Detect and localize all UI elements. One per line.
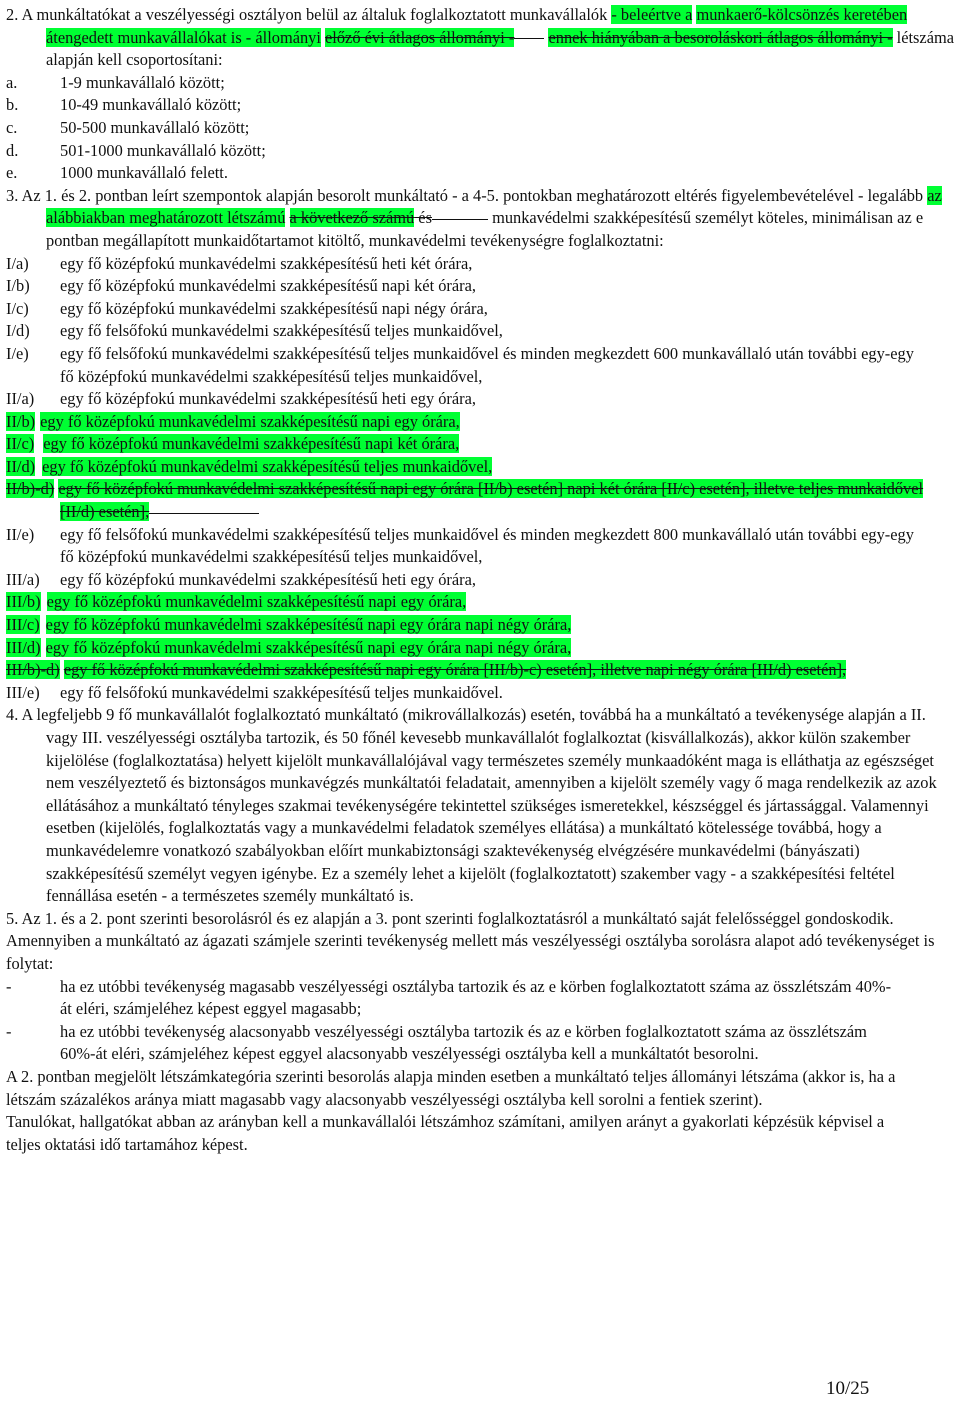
staffing-text: egy fő középfokú munkavédelmi szakképesítésű napi négy órára, bbox=[60, 298, 488, 318]
staffing-row bbox=[6, 388, 960, 411]
list-label: e. bbox=[6, 163, 18, 183]
staffing-group-3 bbox=[6, 569, 960, 705]
item-3-paragraph bbox=[6, 185, 960, 253]
staffing-label: III/e) bbox=[6, 682, 40, 702]
staffing-text: egy fő felsőfokú munkavédelmi szakképesítésű teljes munkaidővel és minden megkezdett 600 munkavállaló után további egy-egy fő középfokú munkavédelmi szakképesítésű teljes munkaidővel, bbox=[60, 343, 914, 386]
staffing-label: II/e) bbox=[6, 524, 35, 544]
dash-list bbox=[6, 976, 960, 1066]
staffing-row-deleted bbox=[6, 659, 960, 682]
list-item bbox=[6, 162, 960, 185]
item-2-paragraph bbox=[6, 4, 960, 72]
staffing-text: egy fő középfokú munkavédelmi szakképesítésű napi egy órára, bbox=[46, 592, 467, 612]
staffing-row-highlighted bbox=[6, 614, 960, 637]
staffing-label: I/c) bbox=[6, 298, 29, 318]
staffing-label: II/b)-d) bbox=[6, 479, 55, 499]
staffing-text: egy fő középfokú munkavédelmi szakképesítésű heti egy órára, bbox=[60, 569, 476, 589]
list-label: d. bbox=[6, 140, 19, 160]
staffing-text: egy fő középfokú munkavédelmi szakképesítésű heti egy órára, bbox=[60, 389, 476, 409]
list-item bbox=[6, 72, 960, 95]
staffing-label: III/b) bbox=[6, 592, 41, 612]
staffing-row bbox=[6, 682, 960, 705]
list-item bbox=[6, 140, 960, 163]
staffing-row bbox=[6, 298, 960, 321]
other-activity-paragraph: Amennyiben a munkáltató az ágazati számjele szerinti tevékenység mellett más veszélyességi osztályba sorolásra alapot adó tevékenységet is folytat: bbox=[6, 931, 935, 973]
staffing-text: egy fő középfokú munkavédelmi szakképesítésű napi egy órára [II/b) esetén] napi két órára [II/c) esetén], illetve teljes munkaidővel [II/d) esetén], bbox=[58, 479, 924, 522]
staffing-label: III/b)-d) bbox=[6, 660, 60, 680]
dash-marker: - bbox=[6, 976, 12, 996]
staffing-text: egy fő középfokú munkavédelmi szakképesítésű napi két órára, bbox=[43, 434, 460, 454]
staffing-row bbox=[6, 275, 960, 298]
staffing-text: egy fő középfokú munkavédelmi szakképesítésű teljes munkaidővel, bbox=[42, 456, 493, 476]
staffing-label: III/d) bbox=[6, 637, 41, 657]
item-3-deleted-tail: és bbox=[414, 208, 432, 228]
item-2-deleted-2: ennek hiányában a besoroláskori átlagos állományi - bbox=[548, 27, 893, 47]
list-item bbox=[6, 1021, 960, 1066]
staffing-text: egy fő középfokú munkavédelmi szakképesítésű heti két órára, bbox=[60, 253, 473, 273]
staffing-row-highlighted bbox=[6, 456, 960, 479]
item-4-paragraph: 4. A legfeljebb 9 fő munkavállalót foglalkoztató munkáltató (mikrovállalkozás) esetén, továbbá ha a munkáltató a tevékenysége alapján a II. vagy III. veszélyességi osztályba tartozik, és 50 főnél kevesebb munkavállalót foglalkoztat (kisvállalkozás), akkor külön szakember kijelölése (foglalkoztatása) helyett kijelölt munkavállalójával vagy természetes személy munkaadóként maga is elláthatja az egészséget nem veszélyeztető és biztonságos munkavégzés munkáltatói feladatait, amennyiben a kijelölt személy vagy ő maga rendelkezik az azok ellátásához a munkáltató tényleges szakmai tevékenységére tekintettel szükséges ismeretekkel, készséggel és jártassággal. Valamennyi esetben (kijelölés, foglalkoztatás vagy a munkavédelmi feladatok személyes ellátása) a munkáltató kötelessége továbbá, hogy a munkavédelemre vonatkozó szabályokban előírt munkabiztonsági szaktevékenység elvégzésére munkavédelmi (bányászati) szakképesítésű személyt vegyen igénybe. Ez a személy lehet a kijelölt (foglalkoztatott) szakember vagy - a szakképesítési feltétel fennállása esetén - a természetes személy munkáltató is. bbox=[6, 705, 937, 906]
staffing-row bbox=[6, 343, 960, 388]
size-list bbox=[6, 72, 960, 185]
item-2-text-end: létszáma alapján kell csoportosítani: bbox=[46, 27, 955, 70]
staffing-row-highlighted bbox=[6, 591, 960, 614]
list-text: 1000 munkavállaló felett. bbox=[60, 163, 228, 183]
staffing-row bbox=[6, 253, 960, 276]
list-text: ha ez utóbbi tevékenység alacsonyabb veszélyességi osztályba tartozik és az e körben foglalkoztatott száma az összlétszám 60%-át eléri, számjeléhez képest eggyel alacsonyabb veszélyességi osztályba kell a munkáltatót besorolni. bbox=[60, 1021, 867, 1064]
staffing-label: I/b) bbox=[6, 276, 30, 296]
item-2-insert-1: - beleértve a bbox=[611, 5, 693, 24]
staffing-row-deleted bbox=[6, 478, 960, 523]
item-3-text: 3. Az 1. és 2. pontban leírt szempontok alapján besorolt munkáltató - a 4-5. pontokban meghatározott eltérés figyelembevételével - legalább bbox=[6, 185, 928, 205]
staffing-text: egy fő középfokú munkavédelmi szakképesítésű napi egy órára, bbox=[40, 411, 460, 431]
staffing-row-highlighted bbox=[6, 433, 960, 456]
staffing-text: egy fő középfokú munkavédelmi szakképesítésű napi egy órára napi négy órára, bbox=[45, 637, 572, 657]
staffing-label: I/e) bbox=[6, 343, 29, 363]
list-label: c. bbox=[6, 117, 18, 137]
staffing-label: I/a) bbox=[6, 253, 29, 273]
list-text: 50-500 munkavállaló között; bbox=[60, 117, 250, 137]
staffing-text: egy fő középfokú munkavédelmi szakképesítésű napi két órára, bbox=[60, 276, 476, 296]
list-text: ha ez utóbbi tevékenység magasabb veszélyességi osztályba tartozik és az e körben foglalkoztatott száma az összlétszám 40%-át eléri, számjeléhez képest eggyel magasabb; bbox=[60, 976, 892, 1019]
item-2-deleted-1: előző évi átlagos állományi - bbox=[325, 27, 515, 47]
list-text: 10-49 munkavállaló között; bbox=[60, 95, 242, 115]
list-label: a. bbox=[6, 72, 18, 92]
staffing-text: egy fő felsőfokú munkavédelmi szakképesítésű teljes munkaidővel, bbox=[60, 321, 503, 341]
list-item bbox=[6, 117, 960, 140]
staffing-group-2 bbox=[6, 388, 960, 569]
staffing-group-1 bbox=[6, 253, 960, 389]
item-3-deleted: a következő számú bbox=[289, 208, 415, 228]
list-item bbox=[6, 94, 960, 117]
staffing-row-highlighted bbox=[6, 637, 960, 660]
staffing-label: II/c) bbox=[6, 434, 35, 454]
staffing-label: II/b) bbox=[6, 411, 36, 431]
strike-line bbox=[514, 38, 544, 39]
staffing-text: egy fő középfokú munkavédelmi szakképesítésű napi egy órára [III/b)-c) esetén], illetve napi négy órára [III/d) esetén], bbox=[63, 660, 847, 680]
dash-marker: - bbox=[6, 1021, 12, 1041]
staffing-row bbox=[6, 320, 960, 343]
staffing-text: egy fő felsőfokú munkavédelmi szakképesítésű teljes munkaidővel és minden megkezdett 800 munkavállaló után további egy-egy fő középfokú munkavédelmi szakképesítésű teljes munkaidővel, bbox=[60, 524, 914, 567]
staffing-label: III/a) bbox=[6, 569, 40, 589]
list-text: 1-9 munkavállaló között; bbox=[60, 72, 225, 92]
staffing-label: I/d) bbox=[6, 321, 30, 341]
staffing-row bbox=[6, 524, 960, 569]
staffing-text: egy fő felsőfokú munkavédelmi szakképesítésű teljes munkaidővel. bbox=[60, 682, 503, 702]
page-number: 10/25 bbox=[826, 1378, 870, 1399]
strike-line bbox=[149, 513, 259, 514]
item-2-text: 2. A munkáltatókat a veszélyességi osztályon belül az általuk foglalkoztatott munkavállalók bbox=[6, 5, 612, 24]
staffing-text: egy fő középfokú munkavédelmi szakképesítésű napi egy órára napi négy órára, bbox=[45, 615, 572, 635]
staffing-label: II/d) bbox=[6, 456, 36, 476]
item-3-text-end: munkavédelmi szakképesítésű személyt köteles, minimálisan az e pontban megállapított munkaidőtartamot kitöltő, munkavédelmi tevékenységre foglalkoztatni: bbox=[46, 208, 924, 250]
headcount-basis-paragraph: A 2. pontban megjelölt létszámkategória szerinti besorolás alapja minden esetben a munkáltató teljes állományi létszáma (akkor is, ha a létszám százalékos aránya miatt magasabb vagy alacsonyabb veszélyességi osztályba kell sorolni a fentiek szerint). bbox=[6, 1066, 896, 1109]
list-label: b. bbox=[6, 95, 19, 115]
staffing-label: II/a) bbox=[6, 389, 35, 409]
item-3-insert: az alábbiakban meghatározott létszámú bbox=[46, 185, 942, 228]
item-5-paragraph: 5. Az 1. és a 2. pont szerinti besorolásról és ez alapján a 3. pont szerinti foglalkoztatásról a munkáltató saját felelősséggel gondoskodik. bbox=[6, 908, 894, 928]
strike-line bbox=[432, 219, 488, 220]
staffing-row-highlighted bbox=[6, 411, 960, 434]
staffing-label: III/c) bbox=[6, 615, 40, 635]
students-paragraph: Tanulókat, hallgatókat abban az arányban kell a munkavállalói létszámhoz számítani, amilyen arányt a gyakorlati képzésük képvisel a teljes oktatási idő tartamához képest. bbox=[6, 1112, 885, 1154]
list-text: 501-1000 munkavállaló között; bbox=[60, 140, 266, 160]
staffing-row bbox=[6, 569, 960, 592]
item-2-insert-2: munkaerő-kölcsönzés keretében átengedett munkavállalókat is - állományi bbox=[46, 5, 908, 47]
list-item bbox=[6, 976, 960, 1021]
